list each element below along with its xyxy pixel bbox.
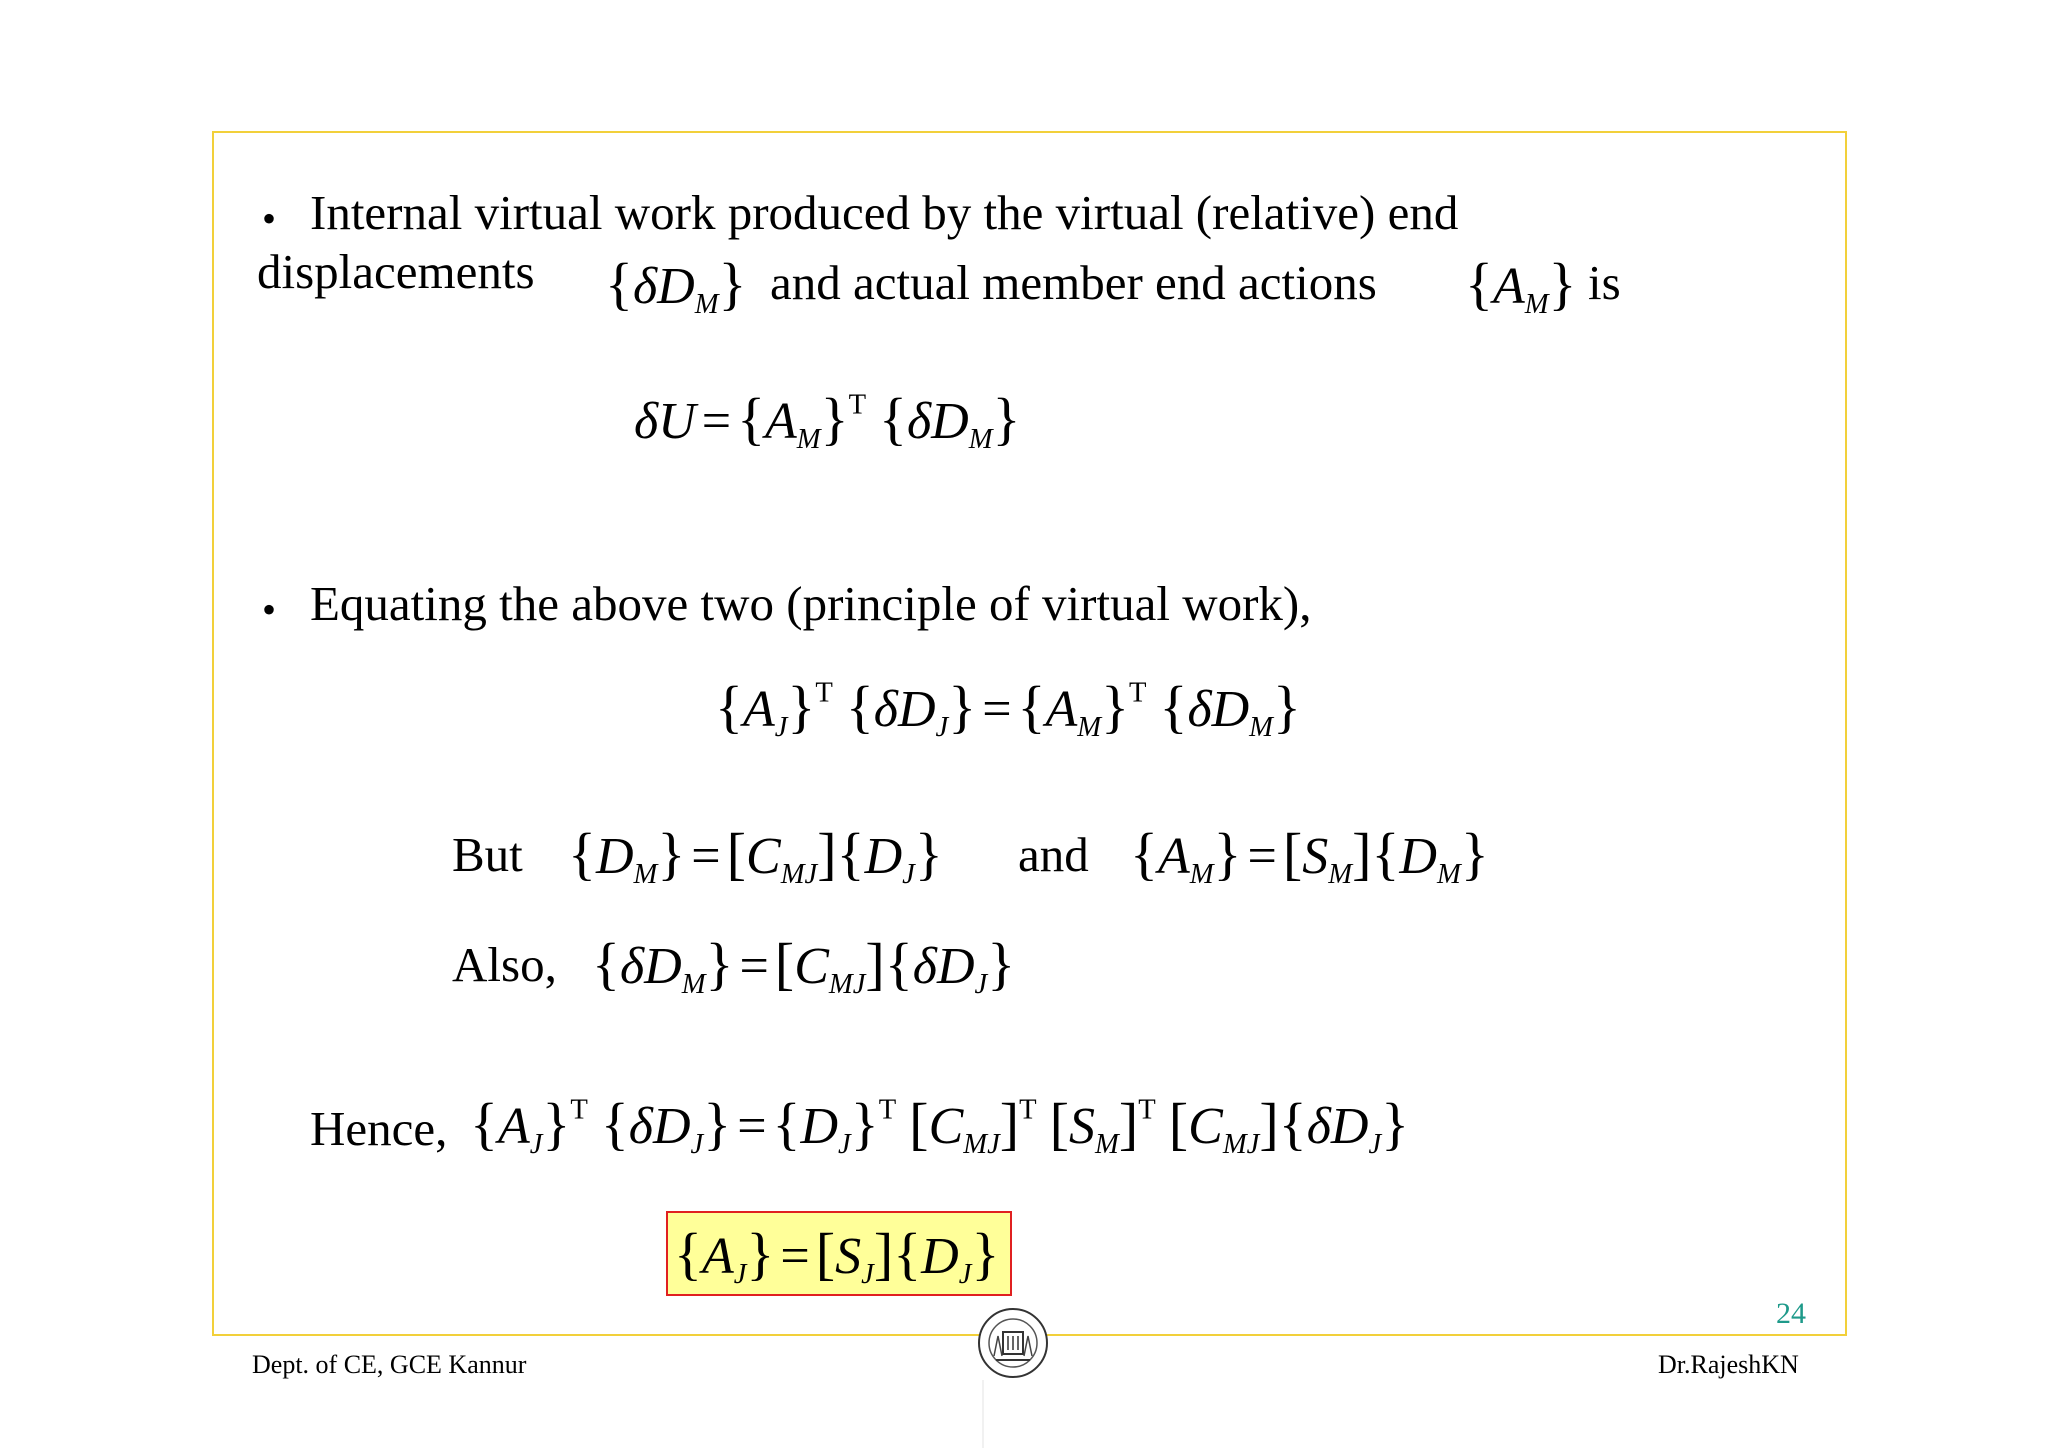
- equation-delta-u: $\delta U = \{A_M\}^T$ $\{\delta D_M\}$: [634, 386, 1021, 455]
- college-seal-icon: [976, 1306, 1050, 1380]
- line-2-start: displacements: [257, 244, 535, 299]
- but-label: But: [452, 827, 523, 882]
- math-am: $\{A_M\}$: [1465, 251, 1577, 320]
- page-number: 24: [1776, 1297, 1806, 1330]
- equation-virtual-work: $\{A_J\}^T$ $\{\delta D_J\} = \{A_M\}^T$ $\{\delta D_M\}$: [715, 674, 1301, 743]
- equation-result: $\{A_J\} = [S_J]\{D_J\}$: [674, 1221, 1000, 1290]
- equation-dm-cmj: $\{D_M\} = [C_{MJ}]\{D_J\}$: [568, 821, 943, 890]
- math-delta-dm: $\{\delta D_M\}$: [605, 251, 747, 320]
- hence-label: Hence,: [310, 1101, 448, 1156]
- logo-divider: [982, 1380, 984, 1448]
- bullet-2-text: Equating the above two (principle of virtual work),: [310, 576, 1312, 631]
- bullet-2: •: [262, 587, 277, 632]
- bullet-1: •: [262, 196, 277, 241]
- also-label: Also,: [452, 937, 557, 992]
- footer-left: Dept. of CE, GCE Kannur: [252, 1350, 527, 1379]
- equation-hence: $\{A_J\}^T$ $\{\delta D_J\} = \{D_J\}^T$ $[C_{MJ}]^T$ $[S_M]^T$ $[C_{MJ}]\{\delta D_J\}$: [470, 1091, 1410, 1160]
- line-2-end: is: [1588, 255, 1621, 310]
- bullet-1-text: Internal virtual work produced by the virtual (relative) end: [310, 185, 1459, 240]
- equation-am-sm: $\{A_M\} = [S_M]\{D_M\}$: [1130, 821, 1489, 890]
- and-label: and: [1018, 827, 1089, 882]
- footer-right: Dr.RajeshKN: [1658, 1350, 1799, 1379]
- line-2-mid: and actual member end actions: [770, 255, 1377, 310]
- equation-delta-dm-cmj: $\{\delta D_M\} = [C_{MJ}]\{\delta D_J\}$: [592, 931, 1016, 1000]
